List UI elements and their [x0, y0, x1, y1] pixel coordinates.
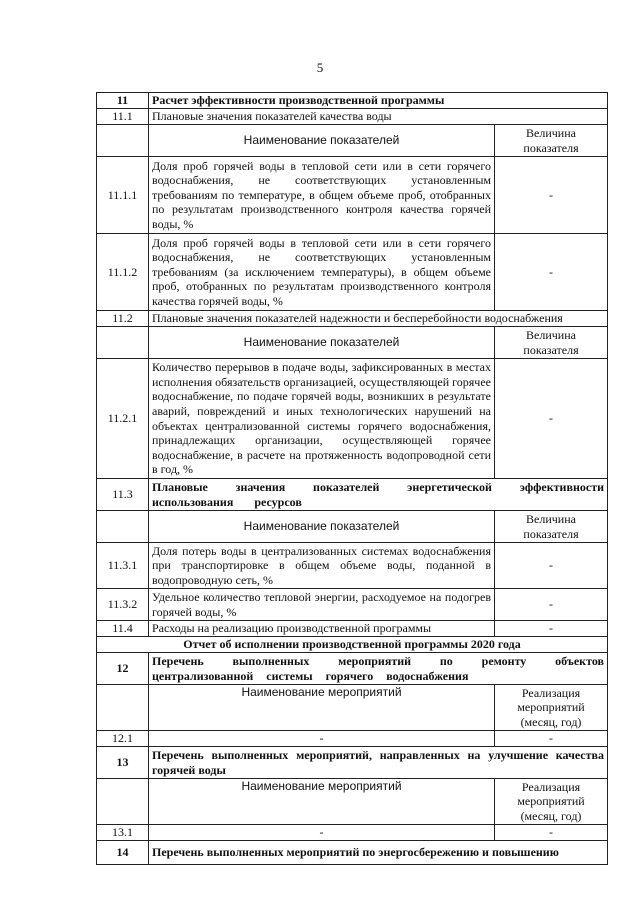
section-11-header [97, 93, 608, 109]
indicator-text: Удельное количество тепловой энергии, расходуемое на подогрев горячей воды, % [149, 589, 495, 621]
row-number: 12.1 [97, 731, 149, 747]
row-number: 13.1 [97, 825, 149, 841]
section-title: Перечень выполненных мероприятий по энергосбережению и повышению [149, 841, 608, 865]
report-title: Отчет об исполнении производственной программы 2020 года [97, 637, 608, 653]
row-number: 11.1.1 [97, 157, 149, 234]
row-label: Плановые значения показателей энергетической эффективности использования ресурсов [149, 479, 608, 511]
indicator-value: - [495, 589, 608, 621]
column-header-row [97, 685, 608, 731]
indicator-value: - [495, 359, 608, 479]
indicator-value: - [495, 621, 608, 637]
report-title-row [97, 637, 608, 653]
row-label: Расходы на реализацию производственной программы [149, 621, 495, 637]
indicator-text: Доля проб горячей воды в тепловой сети или в сети горячего водоснабжения, не соответствующих установленным требованиям (за исключением температуры), в общем объеме проб, отобранных по результатам производственного контроля качества горячей воды, % [149, 234, 495, 311]
indicator-value: - [495, 543, 608, 589]
row-label: Плановые значения показателей надежности и бесперебойности водоснабжения [149, 311, 608, 327]
table-row [97, 234, 608, 311]
indicator-text: Доля проб горячей воды в тепловой сети или в сети горячего водоснабжения, не соответствующих установленным требованиям по температуре, в общем объеме проб, отобранных по результатам производственного контроля качества горячей воды, % [149, 157, 495, 234]
row-number: 11.1.2 [97, 234, 149, 311]
table-row [97, 621, 608, 637]
section-13-header [97, 747, 608, 779]
row-number: 11.3.2 [97, 589, 149, 621]
column-header-value: Величина показателя [495, 327, 608, 359]
table-row [97, 359, 608, 479]
indicator-value: - [495, 234, 608, 311]
section-title: Перечень выполненных мероприятий, направленных на улучшение качества горячей воды [149, 747, 608, 779]
table-row [97, 157, 608, 234]
table-row [97, 109, 608, 125]
column-header-row [97, 125, 608, 157]
table-row [97, 731, 608, 747]
column-header-name: Наименование показателей [149, 327, 495, 359]
column-header-name: Наименование мероприятий [149, 779, 495, 825]
column-header-value: Величина показателя [495, 125, 608, 157]
indicator-text: Количество перерывов в подаче воды, зафиксированных в местах исполнения обязательств организацией, осуществляющей горячее водоснабжение, по подаче горячей воды, возникших в результате аварий, повреждений и иных технологических нарушений на объектах централизованной системы горячего водоснабжения, принадлежащих организации, осуществляющей горячее водоснабжение, в расчете на протяженность водопроводной сети в год, % [149, 359, 495, 479]
measure-value: - [495, 731, 608, 747]
column-header-value: Реализация мероприятий (месяц, год) [495, 685, 608, 731]
row-number: 11.2 [97, 311, 149, 327]
section-title: Перечень выполненных мероприятий по ремонту объектов централизованной системы горячего водоснабжения [149, 653, 608, 685]
row-number: 11.3.1 [97, 543, 149, 589]
table-row [97, 479, 608, 511]
section-14-header [97, 841, 608, 865]
column-header-value: Реализация мероприятий (месяц, год) [495, 779, 608, 825]
column-header-row [97, 327, 608, 359]
section-number: 11 [97, 93, 149, 109]
column-header-name: Наименование показателей [149, 125, 495, 157]
measure-name: - [149, 731, 495, 747]
row-label: Плановые значения показателей качества воды [149, 109, 608, 125]
measure-value: - [495, 825, 608, 841]
table-row [97, 311, 608, 327]
measure-name: - [149, 825, 495, 841]
column-header-name: Наименование мероприятий [149, 685, 495, 731]
column-header-row [97, 779, 608, 825]
table-row [97, 589, 608, 621]
row-number: 11.2.1 [97, 359, 149, 479]
column-header-row [97, 511, 608, 543]
row-number: 11.3 [97, 479, 149, 511]
page-number: 5 [316, 60, 324, 75]
section-number: 14 [97, 841, 149, 865]
section-12-header [97, 653, 608, 685]
section-title: Расчет эффективности производственной программы [149, 93, 608, 109]
table-row [97, 825, 608, 841]
indicator-value: - [495, 157, 608, 234]
section-number: 13 [97, 747, 149, 779]
row-number: 11.1 [97, 109, 149, 125]
section-number: 12 [97, 653, 149, 685]
column-header-value: Величина показателя [495, 511, 608, 543]
table-row [97, 543, 608, 589]
indicator-text: Доля потерь воды в централизованных системах водоснабжения при транспортировке в общем объеме воды, поданной в водопроводную сеть, % [149, 543, 495, 589]
row-number: 11.4 [97, 621, 149, 637]
column-header-name: Наименование показателей [149, 511, 495, 543]
production-program-table [96, 92, 608, 865]
